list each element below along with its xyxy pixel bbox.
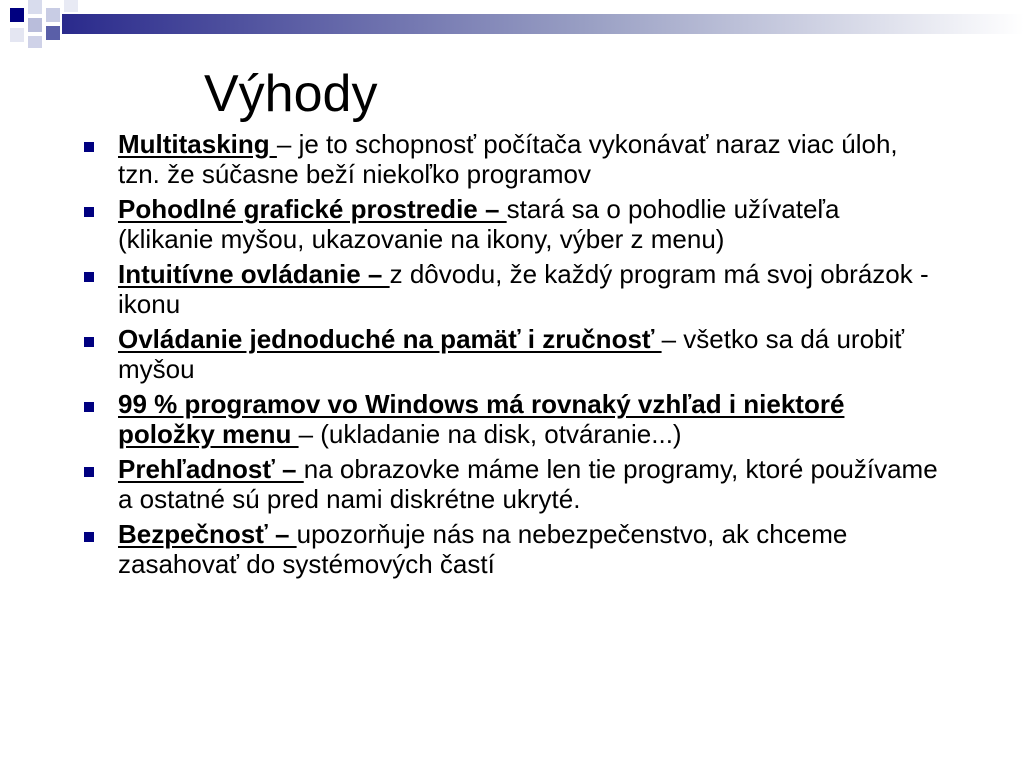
list-item: [78, 390, 938, 449]
bullet-square-icon: [84, 402, 94, 412]
list-item: [78, 455, 938, 514]
item-description: na obrazovke máme len tie programy, ktoré používame a ostatné sú pred nami diskrétne ukryté.: [118, 454, 938, 514]
list-item: [78, 520, 938, 579]
list-item: [78, 260, 938, 319]
bullet-square-icon: [84, 467, 94, 477]
bullet-square-icon: [84, 142, 94, 152]
bullet-square-icon: [84, 337, 94, 347]
item-term: Pohodlné grafické prostredie –: [118, 194, 507, 224]
item-description: z dôvodu, že každý program má svoj obrázok - ikonu: [118, 259, 929, 319]
deco-square: [28, 0, 42, 14]
list-item: [78, 130, 938, 189]
item-description: stará sa o pohodlie užívateľa (klikanie myšou, ukazovanie na ikony, výber z menu): [118, 194, 840, 254]
item-term: Intuitívne ovládanie –: [118, 259, 390, 289]
deco-square: [64, 0, 78, 12]
bullet-square-icon: [84, 532, 94, 542]
list-item: [78, 195, 938, 254]
item-description: – (ukladanie na disk, otváranie...): [298, 418, 682, 449]
item-term: 99 % programov vo Windows má rovnaký vzhľad i niektoré položky menu: [118, 389, 845, 449]
bullet-square-icon: [84, 272, 94, 282]
item-term: Ovládanie jednoduché na pamäť i zručnosť: [118, 324, 662, 354]
header-decoration: [0, 0, 1024, 48]
list-item: [78, 325, 938, 384]
item-term: Prehľadnosť –: [118, 454, 304, 484]
item-description: – všetko sa dá urobiť myšou: [118, 324, 905, 384]
deco-square: [46, 8, 60, 22]
header-gradient-bar: [62, 14, 1024, 34]
item-description: – je to schopnosť počítača vykonávať naraz viac úloh, tzn. že súčasne beží niekoľko programov: [118, 129, 898, 189]
deco-square: [10, 28, 24, 42]
slide-title: Výhody: [204, 65, 378, 123]
bullet-list: [78, 130, 938, 585]
deco-square: [10, 8, 24, 22]
deco-square: [28, 36, 42, 48]
item-term: Bezpečnosť –: [118, 519, 297, 549]
item-term: Multitasking: [118, 129, 277, 159]
deco-square: [46, 26, 60, 40]
item-description: upozorňuje nás na nebezpečenstvo, ak chceme zasahovať do systémových častí: [118, 519, 848, 579]
deco-square: [28, 18, 42, 32]
bullet-square-icon: [84, 207, 94, 217]
